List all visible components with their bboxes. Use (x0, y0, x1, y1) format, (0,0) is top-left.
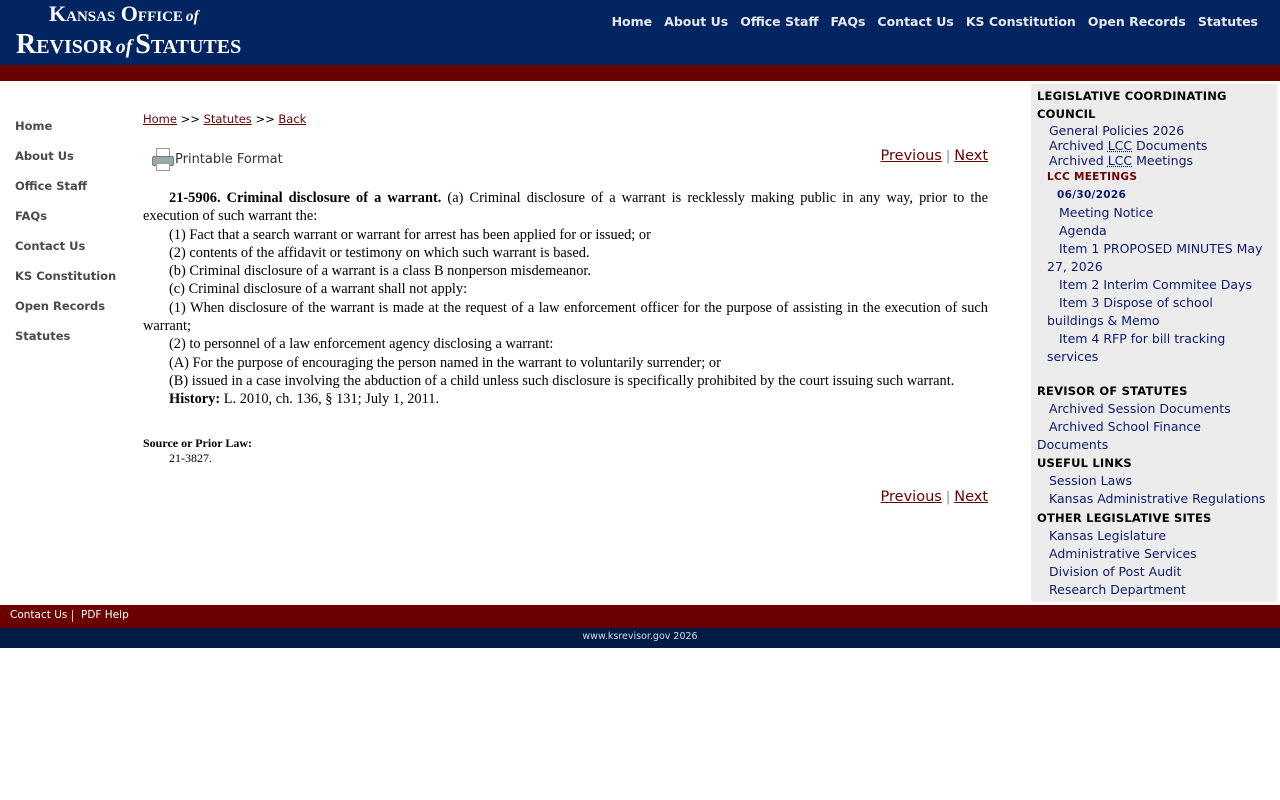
leftnav-faqs[interactable]: FAQs (15, 209, 48, 223)
meeting-notice-link[interactable]: Meeting Notice (1059, 205, 1154, 220)
lcc-archived-meetings-link[interactable]: Archived LCC Meetings (1049, 153, 1194, 168)
topnav-contact-us[interactable]: Contact Us (877, 14, 954, 29)
statute-heading: 21-5906. Criminal disclosure of a warrant. (169, 190, 442, 206)
leftnav-home[interactable]: Home (15, 119, 53, 133)
printer-icon (151, 148, 173, 170)
history-label: History: (169, 391, 221, 408)
breadcrumb-sep: >> (255, 112, 275, 126)
prev-next-bottom (881, 489, 988, 505)
administrative-services-link[interactable]: Administrative Services (1049, 546, 1197, 561)
kansas-admin-regulations-link[interactable]: Kansas Administrative Regulations (1049, 491, 1266, 506)
statute-text (143, 189, 988, 409)
topnav-office-staff[interactable]: Office Staff (740, 14, 819, 29)
footer-pdf-help-link[interactable]: PDF Help (81, 609, 129, 621)
archived-session-documents-link[interactable]: Archived Session Documents (1049, 401, 1231, 416)
statute-line: (1) Fact that a search warrant or warrant for arrest has been applied for or issued; or (169, 226, 651, 243)
breadcrumb-back[interactable]: Back (278, 112, 307, 126)
archived-school-finance-link[interactable]: Archived School Finance Documents (1037, 419, 1201, 452)
item-1-link[interactable]: Item 1 PROPOSED MINUTES May 27, 2026 (1047, 241, 1263, 274)
next-link[interactable]: Next (954, 148, 988, 164)
statute-paragraph (143, 189, 988, 226)
lcc-section (1037, 87, 1273, 366)
lcc-heading: LEGISLATIVE COORDINATING COUNCIL (1037, 89, 1227, 121)
breadcrumb-statutes[interactable]: Statutes (203, 112, 252, 126)
footer-divider (72, 610, 73, 622)
previous-link[interactable]: Previous (880, 489, 942, 505)
meeting-date: 06/30/2026 (1057, 189, 1127, 201)
printable-format-label: Printable Format (175, 151, 283, 167)
breadcrumb-sep: >> (180, 112, 200, 126)
logo-line1-text: Kansas Office (49, 1, 183, 26)
leftnav-open-records[interactable]: Open Records (15, 299, 106, 313)
revisor-section (1037, 382, 1273, 599)
logo-line2-of: of (115, 37, 133, 58)
source-law-heading: Source or Prior Law: (143, 436, 252, 450)
footer-site-bar (0, 628, 1280, 648)
footer-site-text: www.ksrevisor.gov 2026 (582, 631, 698, 642)
footer-links-bar (0, 605, 1280, 628)
lcc-meetings-heading: LCC MEETINGS (1047, 171, 1138, 183)
useful-links-heading: USEFUL LINKS (1037, 456, 1132, 470)
history-text: L. 2010, ch. 136, § 131; July 1, 2011. (220, 391, 440, 408)
lcc-archived-documents-link[interactable]: Archived LCC Documents (1049, 138, 1208, 153)
breadcrumb-home[interactable]: Home (143, 112, 177, 126)
prev-next-sep: | (945, 149, 951, 164)
prev-next-top (881, 148, 988, 164)
logo-line1-of: of (185, 8, 199, 25)
item-4-link[interactable]: Item 4 RFP for bill tracking services (1047, 331, 1226, 364)
header-red-band (0, 65, 1280, 81)
site-header (0, 0, 1280, 65)
leftnav-office-staff[interactable]: Office Staff (15, 179, 88, 193)
topnav-statutes[interactable]: Statutes (1197, 14, 1258, 29)
topnav-about-us[interactable]: About Us (664, 14, 729, 29)
statute-history (143, 390, 988, 408)
statute-line: (B) issued in a case involving the abduction of a child unless such disclosure is specifically prohibited by the court issuing such warrant. (169, 372, 955, 389)
topnav-home[interactable]: Home (611, 14, 653, 29)
left-nav (15, 117, 130, 357)
printable-format-button[interactable] (151, 148, 283, 170)
statute-line: (b) Criminal disclosure of a warrant is a class B nonperson misdemeanor. (169, 263, 592, 280)
session-laws-link[interactable]: Session Laws (1049, 473, 1133, 488)
other-sites-heading: OTHER LEGISLATIVE SITES (1037, 511, 1212, 525)
prev-next-sep: | (945, 490, 951, 505)
footer-contact-us-link[interactable]: Contact Us (10, 609, 68, 621)
statute-line: (1) When disclosure of the warrant is made at the request of a law enforcement officer for the purpose of assisting in the execution of such warrant; (143, 299, 988, 335)
next-link[interactable]: Next (954, 489, 988, 505)
source-law-value: 21-3827. (169, 451, 212, 465)
leftnav-contact-us[interactable]: Contact Us (15, 239, 86, 253)
topnav-open-records[interactable]: Open Records (1087, 14, 1186, 29)
top-nav (606, 14, 1264, 29)
statute-line: (2) contents of the affidavit or testimony on which such warrant is based. (169, 244, 590, 261)
leftnav-ks-constitution[interactable]: KS Constitution (15, 269, 117, 283)
statute-line: (c) Criminal disclosure of a warrant shall not apply: (169, 281, 468, 298)
leftnav-about-us[interactable]: About Us (15, 149, 74, 163)
topnav-faqs[interactable]: FAQs (830, 14, 866, 29)
item-2-link[interactable]: Item 2 Interim Commitee Days (1059, 277, 1252, 292)
breadcrumb (143, 112, 306, 126)
lcc-general-policies-link[interactable]: General Policies 2026 (1049, 123, 1185, 138)
logo-line2-text-b: Statutes (135, 29, 242, 60)
statute-line: (2) to personnel of a law enforcement agency disclosing a warrant: (169, 336, 554, 353)
kansas-legislature-link[interactable]: Kansas Legislature (1049, 528, 1167, 543)
research-department-link[interactable]: Research Department (1049, 582, 1186, 597)
statute-line: (A) For the purpose of encouraging the person named in the warrant to voluntarily surrender; or (169, 354, 721, 371)
topnav-ks-constitution[interactable]: KS Constitution (965, 14, 1076, 29)
right-sidebar (1031, 84, 1277, 602)
previous-link[interactable]: Previous (880, 148, 942, 164)
leftnav-statutes[interactable]: Statutes (15, 329, 71, 343)
statute-intro: (a) Criminal disclosure of a warrant is recklessly making public in any way, prior to the execution of such warrant the: (143, 190, 988, 225)
logo-line2-text: Revisor (16, 29, 113, 60)
revisor-heading: REVISOR OF STATUTES (1037, 384, 1188, 398)
item-3-link[interactable]: Item 3 Dispose of school buildings & Memo (1047, 295, 1213, 328)
agenda-link[interactable]: Agenda (1059, 223, 1107, 238)
division-post-audit-link[interactable]: Division of Post Audit (1049, 564, 1182, 579)
